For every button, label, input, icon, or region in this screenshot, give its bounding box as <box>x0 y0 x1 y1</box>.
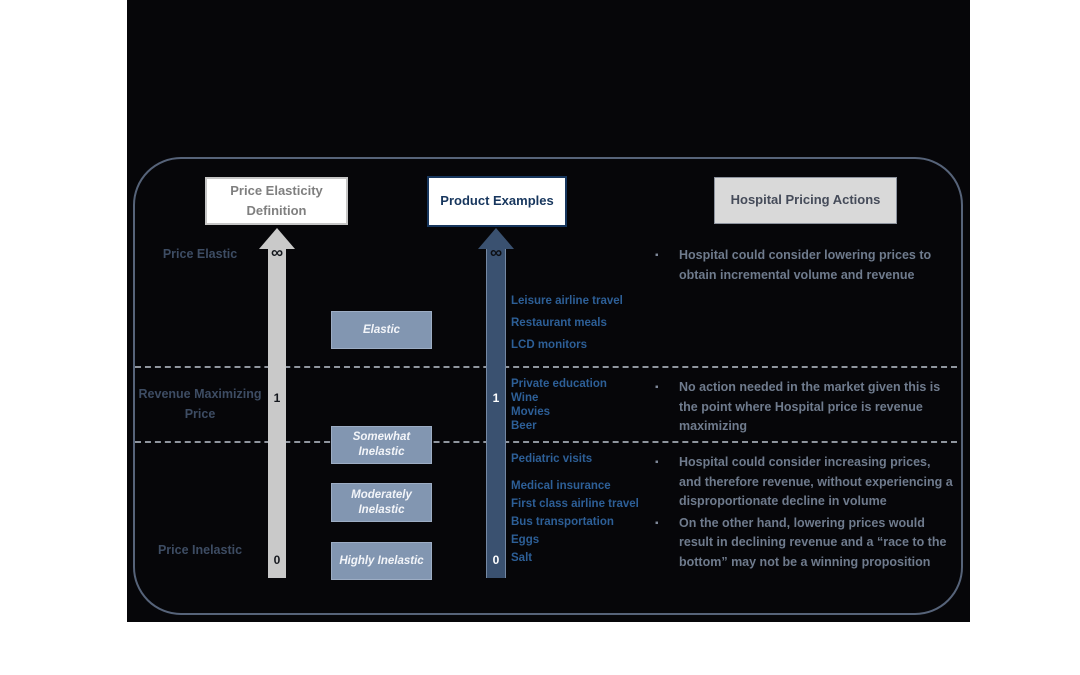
action-text: Hospital could consider increasing prices, and therefore revenue, without experiencing a disproportionate decline in volume <box>679 455 953 508</box>
bullet-square-icon: ▪ <box>655 457 659 468</box>
product-item: Wine <box>511 392 539 404</box>
action-bullet <box>655 514 955 573</box>
product-item: Restaurant meals <box>511 317 607 329</box>
action-bullet <box>655 453 955 512</box>
divider-revenue-max-bottom <box>135 441 957 443</box>
product-item: Movies <box>511 406 550 418</box>
category-box-elastic: Elastic <box>331 311 432 349</box>
bullet-square-icon: ▪ <box>655 517 659 529</box>
product-item: Salt <box>511 552 533 564</box>
category-box-somewhat-inelastic: Somewhat Inelastic <box>331 426 432 464</box>
bullet-square-icon: ▪ <box>655 382 659 393</box>
action-text: On the other hand, lowering prices would result in declining revenue and a “race to the bottom” may not be a winning proposition <box>679 515 947 569</box>
blue-up-arrow-shaft <box>486 249 506 578</box>
product-item: Bus transportation <box>511 516 614 528</box>
blue-arrow-one-marker: 1 <box>492 391 500 405</box>
product-list-revenue-max <box>511 377 607 433</box>
divider-revenue-max-top <box>135 366 957 368</box>
action-bullet <box>655 246 955 285</box>
product-item: Private education <box>511 378 607 390</box>
product-item: Eggs <box>511 534 540 546</box>
header-hospital-pricing-actions: Hospital Pricing Actions <box>714 177 897 224</box>
product-item: Beer <box>511 420 537 432</box>
gray-up-arrow-shaft <box>268 249 286 578</box>
product-list-elastic <box>511 295 623 361</box>
gray-arrow-zero-marker: 0 <box>273 553 281 567</box>
header-product-examples: Product Examples <box>427 176 567 227</box>
header-price-elasticity-definition: Price Elasticity Definition <box>205 177 348 225</box>
blue-arrow-infinity-marker: ∞ <box>489 243 503 262</box>
product-item: Medical insurance <box>511 480 611 492</box>
category-box-highly-inelastic: Highly Inelastic <box>331 542 432 580</box>
product-list-inelastic <box>511 450 639 567</box>
gray-arrow-one-marker: 1 <box>273 391 281 405</box>
action-text: Hospital could consider lowering prices to obtain incremental volume and revenue <box>679 248 932 282</box>
actions-elastic <box>655 246 955 287</box>
gray-arrow-infinity-marker: ∞ <box>270 243 284 262</box>
product-item: LCD monitors <box>511 339 588 351</box>
action-text: No action needed in the market given this is the point where Hospital price is revenue maximizing <box>679 380 941 433</box>
product-item: Leisure airline travel <box>511 295 623 307</box>
blue-arrow-zero-marker: 0 <box>492 553 500 567</box>
bullet-square-icon: ▪ <box>655 250 659 261</box>
actions-inelastic <box>655 453 955 574</box>
product-item: Pediatric visits <box>511 453 593 465</box>
action-bullet <box>655 378 955 437</box>
axis-label-price-elastic: Price Elastic <box>162 247 238 261</box>
axis-label-price-inelastic: Price Inelastic <box>157 543 243 557</box>
category-box-moderately-inelastic: Moderately Inelastic <box>331 483 432 522</box>
axis-label-revenue-maximizing-price: Revenue Maximizing Price <box>138 387 262 421</box>
product-item: First class airline travel <box>511 498 639 510</box>
actions-revenue-max <box>655 378 955 439</box>
